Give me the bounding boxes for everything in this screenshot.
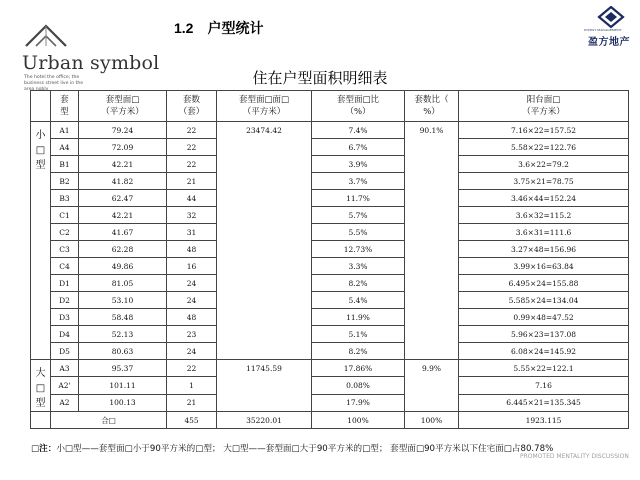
diamond-logo-icon — [596, 6, 626, 30]
total-count: 455 — [167, 412, 217, 429]
area-ratio: 17.9% — [312, 394, 405, 411]
balcony-area: 3.46×44=152.24 — [459, 190, 629, 207]
unit-area: 41.67 — [79, 224, 167, 241]
table-row — [31, 292, 629, 309]
unit-type: D5 — [51, 343, 79, 360]
table-row — [31, 190, 629, 207]
footnote-label: □注： — [31, 444, 57, 454]
table-row — [31, 122, 629, 139]
unit-count: 48 — [167, 241, 217, 258]
unit-count: 21 — [167, 173, 217, 190]
table-row — [31, 241, 629, 258]
total-blank — [31, 412, 51, 429]
area-ratio: 5.5% — [312, 224, 405, 241]
unit-area: 62.47 — [79, 190, 167, 207]
header-blank — [31, 91, 51, 122]
unit-count: 48 — [167, 309, 217, 326]
unit-type: C3 — [51, 241, 79, 258]
area-ratio: 3.7% — [312, 173, 405, 190]
unit-area: 81.05 — [79, 275, 167, 292]
unit-count: 21 — [167, 394, 217, 411]
table-row — [31, 224, 629, 241]
unit-area: 49.86 — [79, 258, 167, 275]
unit-count: 16 — [167, 258, 217, 275]
area-ratio: 3.9% — [312, 156, 405, 173]
unit-count: 44 — [167, 190, 217, 207]
unit-count: 24 — [167, 292, 217, 309]
table-row — [31, 377, 629, 394]
group-count-ratio: 90.1% — [405, 122, 459, 360]
area-ratio: 5.1% — [312, 326, 405, 343]
area-ratio: 3.3% — [312, 258, 405, 275]
area-ratio: 8.2% — [312, 275, 405, 292]
balcony-area: 3.27×48=156.96 — [459, 241, 629, 258]
total-count-ratio: 100% — [405, 412, 459, 429]
unit-area: 72.09 — [79, 139, 167, 156]
unit-count: 32 — [167, 207, 217, 224]
table-row — [31, 360, 629, 377]
column-header: 套数 （套） — [167, 91, 217, 122]
unit-area: 80.63 — [79, 343, 167, 360]
balcony-area: 7.16×22=157.52 — [459, 122, 629, 139]
table-row — [31, 258, 629, 275]
group-count-ratio: 9.9% — [405, 360, 459, 412]
area-ratio: 0.08% — [312, 377, 405, 394]
column-header: 套型面□ （平方米） — [79, 91, 167, 122]
balcony-area: 5.585×24=134.04 — [459, 292, 629, 309]
unit-area: 52.13 — [79, 326, 167, 343]
unit-type: C2 — [51, 224, 79, 241]
developer-logo-sub: INVEST MANAGEMENT — [584, 28, 622, 32]
developer-logo-name: 盈方地产 — [588, 37, 630, 48]
unit-type: C4 — [51, 258, 79, 275]
unit-count: 24 — [167, 275, 217, 292]
roof-mark-icon — [24, 22, 68, 48]
unit-type: B1 — [51, 156, 79, 173]
balcony-area: 5.96×23=137.08 — [459, 326, 629, 343]
unit-type: C1 — [51, 207, 79, 224]
unit-area: 101.11 — [79, 377, 167, 394]
unit-type: B2 — [51, 173, 79, 190]
area-ratio: 5.4% — [312, 292, 405, 309]
unit-area: 42.21 — [79, 207, 167, 224]
unit-area: 95.37 — [79, 360, 167, 377]
unit-type: D3 — [51, 309, 79, 326]
unit-type: A2' — [51, 377, 79, 394]
unit-count: 22 — [167, 139, 217, 156]
section-heading — [174, 18, 263, 38]
table-row — [31, 156, 629, 173]
unit-area: 62.28 — [79, 241, 167, 258]
table-row — [31, 343, 629, 360]
unit-area: 42.21 — [79, 156, 167, 173]
area-ratio: 11.7% — [312, 190, 405, 207]
area-ratio: 11.9% — [312, 309, 405, 326]
total-balcony: 1923.115 — [459, 412, 629, 429]
balcony-area: 5.55×22=122.1 — [459, 360, 629, 377]
balcony-area: 6.495×24=155.88 — [459, 275, 629, 292]
unit-type: B3 — [51, 190, 79, 207]
area-ratio: 8.2% — [312, 343, 405, 360]
unit-type: A1 — [51, 122, 79, 139]
balcony-area: 6.445×21=135.345 — [459, 394, 629, 411]
unit-area: 41.82 — [79, 173, 167, 190]
balcony-area: 3.6×31=111.6 — [459, 224, 629, 241]
brand-name: Urban symbol — [22, 52, 160, 74]
unit-type: A2 — [51, 394, 79, 411]
table-header-row — [31, 91, 629, 122]
footnote-text: 小□型——套型面□小于90平方米的□型； 大□型——套型面□大于90平方米的□型； 套型面□90平方米以下住宅面□占80.78% — [56, 444, 554, 454]
group-total-area: 23474.42 — [217, 122, 312, 360]
table-row — [31, 309, 629, 326]
table-row — [31, 173, 629, 190]
balcony-area: 6.08×24=145.92 — [459, 343, 629, 360]
watermark: PROMOTED MENTALITY DISCUSSION — [520, 453, 629, 460]
area-ratio: 12.73% — [312, 241, 405, 258]
area-ratio: 17.86% — [312, 360, 405, 377]
unit-type: A3 — [51, 360, 79, 377]
column-header: 套 型 — [51, 91, 79, 122]
area-ratio: 7.4% — [312, 122, 405, 139]
unit-type: D1 — [51, 275, 79, 292]
brand-tagline: The hotel the office; the business street live in the area nobly — [24, 75, 84, 92]
balcony-area: 3.75×21=78.75 — [459, 173, 629, 190]
unit-area-table — [30, 90, 629, 429]
balcony-area: 5.58×22=122.76 — [459, 139, 629, 156]
unit-count: 22 — [167, 122, 217, 139]
unit-count: 1 — [167, 377, 217, 394]
total-area: 35220.01 — [217, 412, 312, 429]
table-title: 住在户型面积明细表 — [252, 69, 388, 87]
unit-count: 23 — [167, 326, 217, 343]
area-ratio: 6.7% — [312, 139, 405, 156]
table-row — [31, 207, 629, 224]
balcony-area: 7.16 — [459, 377, 629, 394]
section-number: 1.2 — [174, 20, 194, 36]
unit-count: 22 — [167, 360, 217, 377]
table-row — [31, 326, 629, 343]
total-ratio: 100% — [312, 412, 405, 429]
area-ratio: 5.7% — [312, 207, 405, 224]
total-label: 合□ — [51, 412, 167, 429]
column-header: 套数比（ %） — [405, 91, 459, 122]
balcony-area: 0.99×48=47.52 — [459, 309, 629, 326]
balcony-area: 3.6×32=115.2 — [459, 207, 629, 224]
column-header: 套型面□面□ （平方米） — [217, 91, 312, 122]
balcony-area: 3.6×22=79.2 — [459, 156, 629, 173]
section-title: 户型统计 — [207, 20, 264, 36]
group-label: 小 □ 型 — [31, 122, 51, 360]
developer-logo — [582, 6, 640, 46]
unit-type: D2 — [51, 292, 79, 309]
unit-area: 79.24 — [79, 122, 167, 139]
table-row — [31, 275, 629, 292]
unit-type: D4 — [51, 326, 79, 343]
balcony-area: 3.99×16=63.84 — [459, 258, 629, 275]
unit-type: A4 — [51, 139, 79, 156]
unit-area: 100.13 — [79, 394, 167, 411]
column-header: 阳台面□ （平方米） — [459, 91, 629, 122]
unit-area: 58.48 — [79, 309, 167, 326]
group-total-area: 11745.59 — [217, 360, 312, 412]
total-row — [31, 412, 629, 429]
group-label: 大 □ 型 — [31, 360, 51, 412]
unit-count: 22 — [167, 156, 217, 173]
table-row — [31, 394, 629, 411]
column-header: 套型面□比 （%） — [312, 91, 405, 122]
unit-count: 31 — [167, 224, 217, 241]
unit-area: 53.10 — [79, 292, 167, 309]
unit-count: 24 — [167, 343, 217, 360]
table-row — [31, 139, 629, 156]
